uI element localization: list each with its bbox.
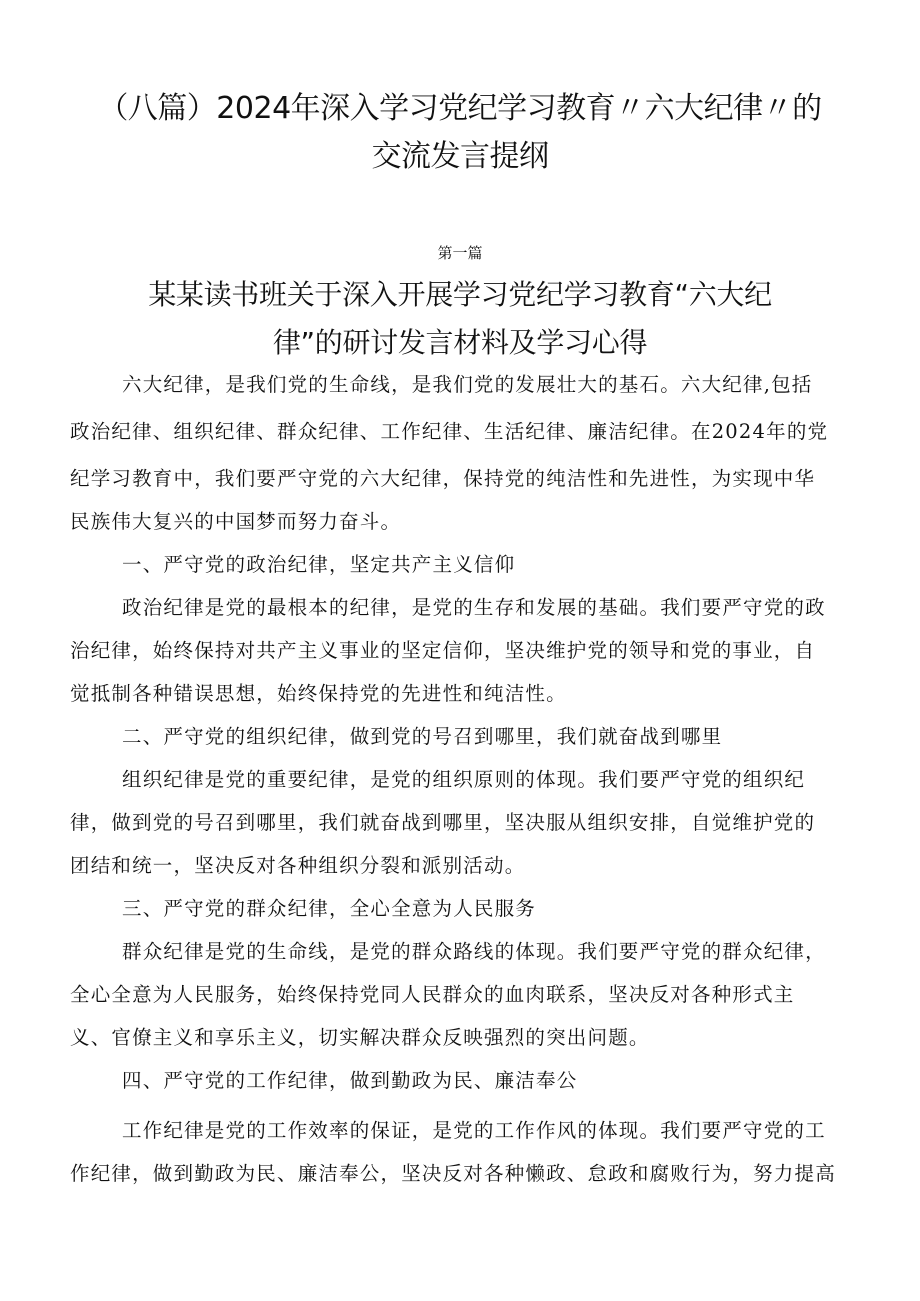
paragraph-line: 律，做到党的号召到哪里，我们就奋战到哪里，坚决服从组织安排，自觉维护党的 <box>70 811 816 834</box>
paragraph-line: 组织纪律是党的重要纪律，是党的组织原则的体现。我们要严守党的组织纪 <box>122 768 806 791</box>
paragraph-line: 团结和统一，坚决反对各种组织分裂和派别活动。 <box>70 854 526 877</box>
document-title-line-1: （八篇）2024年深入学习党纪学习教育〃六大纪律〃的 <box>98 91 822 126</box>
paragraph-line: 义、官僚主义和享乐主义，切实解决群众反映强烈的突出问题。 <box>70 1026 650 1049</box>
document-title-line-2: 交流发言提纲 <box>371 139 549 174</box>
section-heading: 一、严守党的政治纪律，坚定共产主义信仰 <box>122 553 516 576</box>
paragraph-line: 民族伟大复兴的中国梦而努力奋斗。 <box>70 510 402 533</box>
paragraph-line: 群众纪律是党的生命线，是党的群众路线的体现。我们要严守党的群众纪律， <box>122 940 826 963</box>
section-heading: 三、严守党的群众纪律，全心全意为人民服务 <box>122 897 537 920</box>
section-heading: 二、严守党的组织纪律，做到党的号召到哪里，我们就奋战到哪里 <box>122 725 723 748</box>
paragraph-line: 工作纪律是党的工作效率的保证，是党的工作作风的体现。我们要严守党的工 <box>122 1119 826 1142</box>
section-heading: 四、严守党的工作纪律，做到勤政为民、廉洁奉公 <box>122 1069 578 1092</box>
paragraph-line: 政治纪律是党的最根本的纪律，是党的生存和发展的基础。我们要严守党的政 <box>122 596 826 619</box>
paragraph-line: 作纪律，做到勤政为民、廉洁奉公，坚决反对各种懒政、怠政和腐败行为，努力提高 <box>70 1162 836 1185</box>
article-title-line-1: 某某读书班关于深入开展学习党纪学习教育“六大纪 <box>148 278 772 311</box>
section-label: 第一篇 <box>437 244 483 262</box>
paragraph-line: 治纪律，始终保持对共产主义事业的坚定信仰，坚决维护党的领导和党的事业，自 <box>70 639 816 662</box>
paragraph-line: 全心全意为人民服务，始终保持党同人民群众的血肉联系，坚决反对各种形式主 <box>70 983 795 1006</box>
paragraph-line: 政治纪律、组织纪律、群众纪律、工作纪律、生活纪律、廉洁纪律。在2024年的党 <box>70 420 829 443</box>
article-title-line-2: 律”的研讨发言材料及学习心得 <box>272 326 648 359</box>
paragraph-line: 纪学习教育中，我们要严守党的六大纪律，保持党的纯洁性和先进性，为实现中华 <box>70 467 816 490</box>
paragraph-line: 六大纪律，是我们党的生命线，是我们党的发展壮大的基石。六大纪律,包括 <box>122 373 813 396</box>
paragraph-line: 觉抵制各种错误思想，始终保持党的先进性和纯洁性。 <box>70 682 567 705</box>
